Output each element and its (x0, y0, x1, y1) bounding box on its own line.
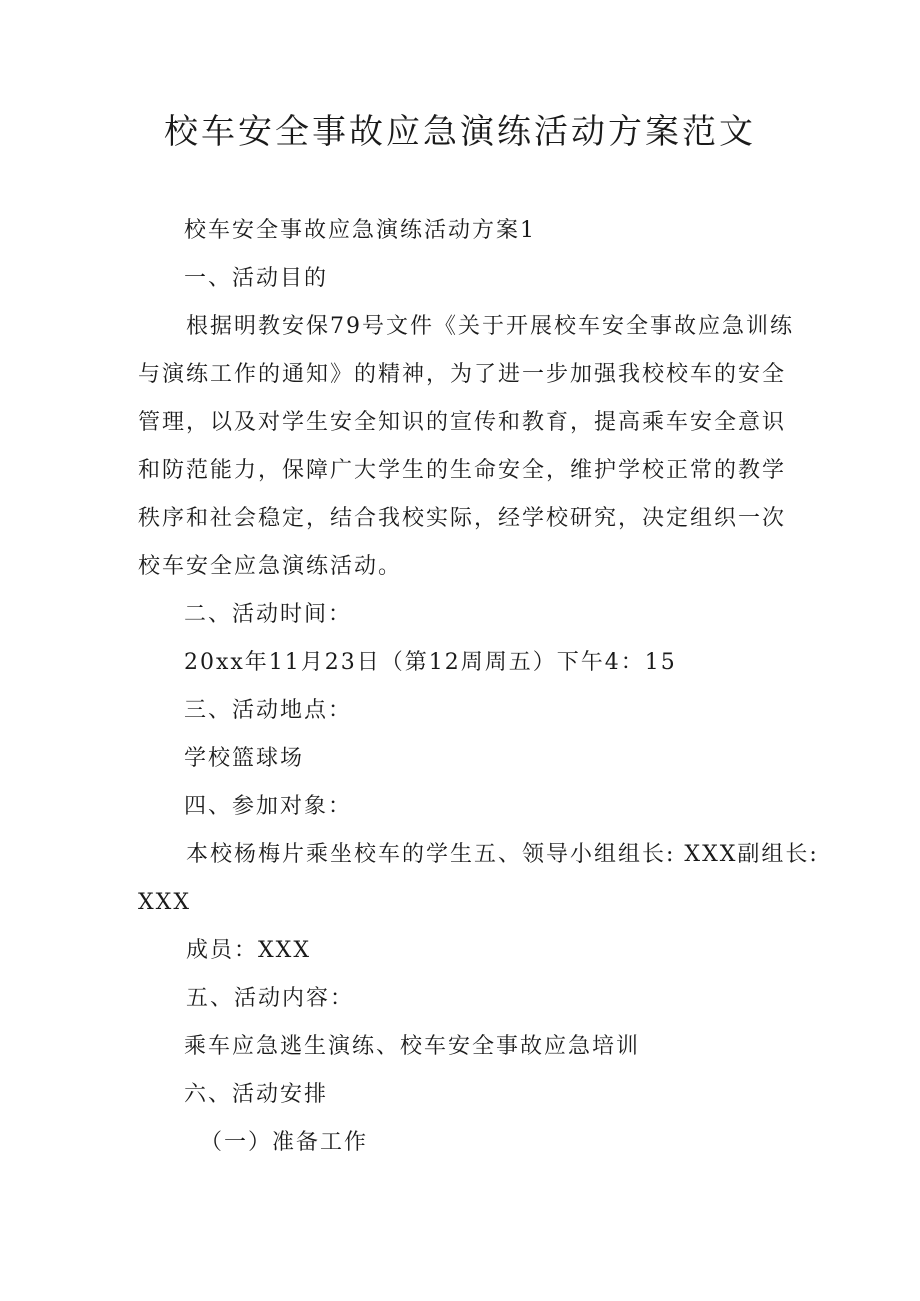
document-title: 校车安全事故应急演练活动方案范文 (164, 112, 756, 152)
participants-line: XXX (138, 890, 191, 915)
section-heading-content: 五、活动内容： (186, 986, 355, 1011)
paragraph-line: 管理，以及对学生安全知识的宣传和教育，提高乘车安全意识 (138, 410, 787, 435)
paragraph-line: 秩序和社会稳定，结合我校实际，经学校研究，决定组织一次 (138, 506, 787, 531)
subsection-heading-preparation: （一）准备工作 (200, 1130, 369, 1155)
activity-content: 乘车应急逃生演练、校车安全事故应急培训 (184, 1034, 641, 1059)
paragraph-line: 与演练工作的通知》的精神，为了进一步加强我校校车的安全 (138, 362, 787, 387)
members-line: 成员：XXX (186, 938, 311, 963)
section-heading-purpose: 一、活动目的 (184, 266, 329, 291)
participants-line: 本校杨梅片乘坐校车的学生五、领导小组组长: XXX副组长: (186, 842, 819, 867)
plan-subtitle: 校车安全事故应急演练活动方案1 (184, 218, 536, 243)
paragraph-line: 和防范能力，保障广大学生的生命安全，维护学校正常的教学 (138, 458, 787, 483)
activity-time: 20xx年11月23日（第12周周五）下午4：15 (184, 650, 677, 675)
section-heading-time: 二、活动时间： (184, 602, 353, 627)
section-heading-location: 三、活动地点： (184, 698, 353, 723)
paragraph-line: 校车安全应急演练活动。 (138, 554, 403, 579)
section-heading-participants: 四、参加对象： (184, 794, 353, 819)
section-heading-arrangement: 六、活动安排 (184, 1082, 329, 1107)
paragraph-line: 根据明教安保79号文件《关于开展校车安全事故应急训练 (186, 314, 794, 339)
activity-location: 学校篮球场 (184, 746, 305, 771)
